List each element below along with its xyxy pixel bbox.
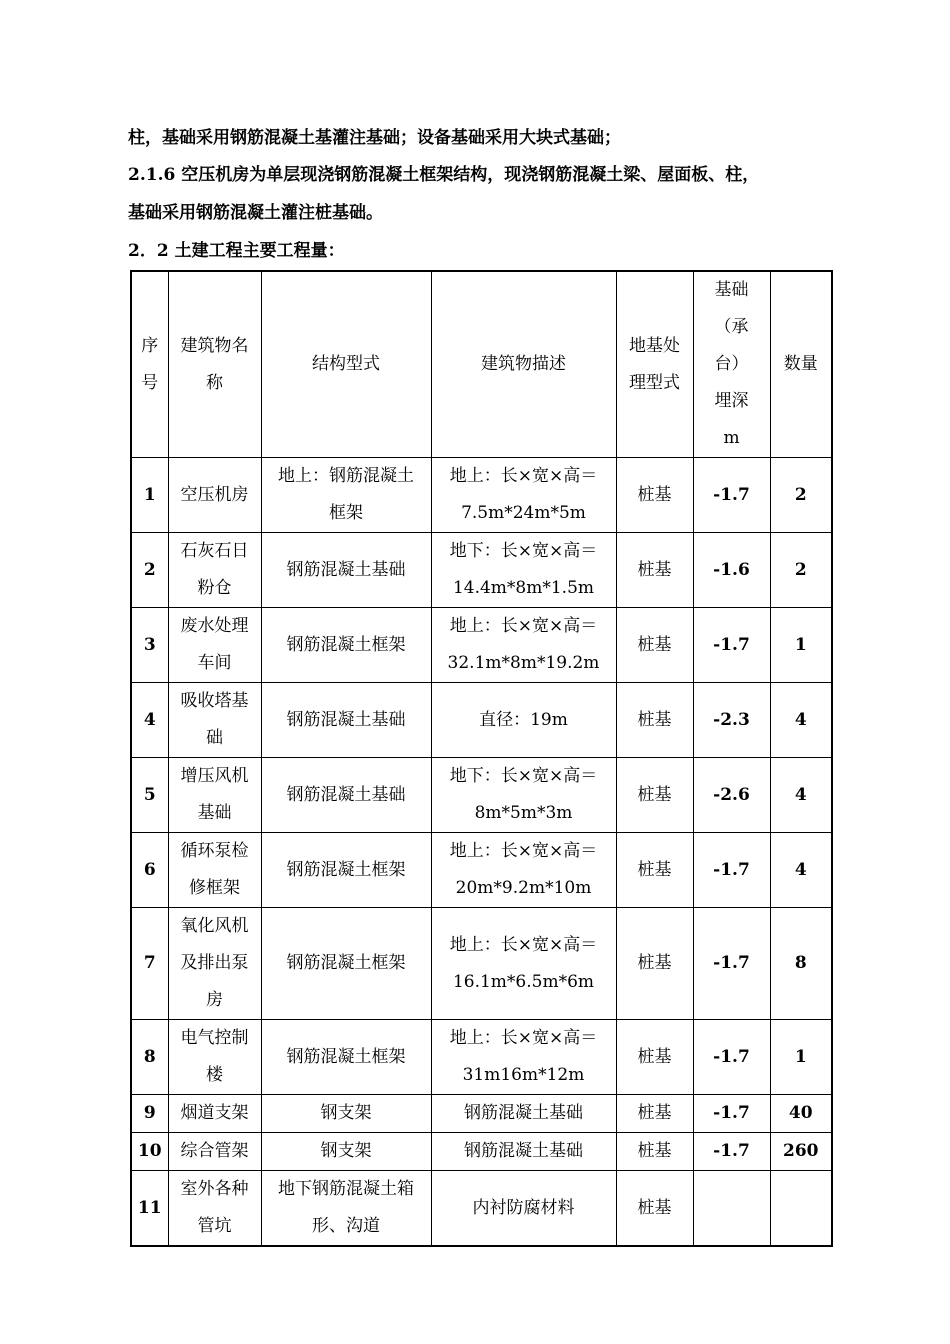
cell-no: 9 <box>131 1095 168 1133</box>
cell-qty: 8 <box>770 908 832 1020</box>
cell-qty: 2 <box>770 533 832 608</box>
cell-desc: 地上：长×宽×高＝7.5m*24m*5m <box>431 458 616 533</box>
cell-depth: -1.7 <box>693 1020 770 1095</box>
cell-desc: 钢筋混凝土基础 <box>431 1095 616 1133</box>
cell-desc: 钢筋混凝土基础 <box>431 1133 616 1171</box>
cell-structure: 地上：钢筋混凝土框架 <box>261 458 431 533</box>
cell-structure: 钢筋混凝土基础 <box>261 533 431 608</box>
cell-no: 8 <box>131 1020 168 1095</box>
cell-name: 综合管架 <box>168 1133 261 1171</box>
cell-structure: 钢筋混凝土框架 <box>261 908 431 1020</box>
cell-qty: 4 <box>770 758 832 833</box>
cell-foundation: 桩基 <box>616 908 693 1020</box>
header-desc: 建筑物描述 <box>431 271 616 458</box>
cell-depth: -1.7 <box>693 608 770 683</box>
cell-no: 7 <box>131 908 168 1020</box>
cell-qty: 4 <box>770 833 832 908</box>
cell-qty: 1 <box>770 608 832 683</box>
table-row <box>131 1095 832 1133</box>
cell-no: 1 <box>131 458 168 533</box>
cell-structure: 钢筋混凝土框架 <box>261 1020 431 1095</box>
header-qty: 数量 <box>770 271 832 458</box>
cell-name: 循环泵检修框架 <box>168 833 261 908</box>
cell-qty: 1 <box>770 1020 832 1095</box>
cell-no: 10 <box>131 1133 168 1171</box>
header-no: 序号 <box>131 271 168 458</box>
cell-foundation: 桩基 <box>616 758 693 833</box>
cell-name: 电气控制楼 <box>168 1020 261 1095</box>
cell-desc: 地下：长×宽×高＝14.4m*8m*1.5m <box>431 533 616 608</box>
cell-no: 5 <box>131 758 168 833</box>
cell-name: 室外各种管坑 <box>168 1171 261 1247</box>
cell-depth: -1.6 <box>693 533 770 608</box>
cell-qty: 2 <box>770 458 832 533</box>
cell-no: 3 <box>131 608 168 683</box>
cell-structure: 钢筋混凝土框架 <box>261 608 431 683</box>
cell-name: 空压机房 <box>168 458 261 533</box>
cell-qty: 40 <box>770 1095 832 1133</box>
table-row <box>131 533 832 608</box>
cell-desc: 内衬防腐材料 <box>431 1171 616 1247</box>
cell-desc: 地下：长×宽×高＝8m*5m*3m <box>431 758 616 833</box>
cell-foundation: 桩基 <box>616 683 693 758</box>
cell-qty: 260 <box>770 1133 832 1171</box>
cell-structure: 钢支架 <box>261 1095 431 1133</box>
cell-name: 吸收塔基础 <box>168 683 261 758</box>
table-row <box>131 458 832 533</box>
table-header-row <box>131 271 832 458</box>
cell-depth: -2.6 <box>693 758 770 833</box>
cell-desc: 地上：长×宽×高＝20m*9.2m*10m <box>431 833 616 908</box>
table-row <box>131 1020 832 1095</box>
cell-desc: 地上：长×宽×高＝31m16m*12m <box>431 1020 616 1095</box>
table-row <box>131 1171 832 1247</box>
cell-desc: 直径：19m <box>431 683 616 758</box>
cell-foundation: 桩基 <box>616 533 693 608</box>
cell-name: 氧化风机及排出泵房 <box>168 908 261 1020</box>
cell-structure: 钢筋混凝土框架 <box>261 833 431 908</box>
cell-structure: 地下钢筋混凝土箱形、沟道 <box>261 1171 431 1247</box>
header-depth: 基础（承台）埋深 m <box>693 271 770 458</box>
cell-depth: -1.7 <box>693 1133 770 1171</box>
header-foundation: 地基处理型式 <box>616 271 693 458</box>
table-row <box>131 1133 832 1171</box>
cell-name: 增压风机基础 <box>168 758 261 833</box>
cell-name: 石灰石日粉仓 <box>168 533 261 608</box>
cell-no: 2 <box>131 533 168 608</box>
cell-structure: 钢筋混凝土基础 <box>261 683 431 758</box>
cell-depth: -1.7 <box>693 908 770 1020</box>
cell-depth: -2.3 <box>693 683 770 758</box>
cell-structure: 钢筋混凝土基础 <box>261 758 431 833</box>
cell-no: 4 <box>131 683 168 758</box>
paragraph-3: 基础采用钢筋混凝土灌注桩基础。 <box>128 203 383 223</box>
cell-desc: 地上：长×宽×高＝32.1m*8m*19.2m <box>431 608 616 683</box>
quantity-table <box>130 270 833 1247</box>
cell-structure: 钢支架 <box>261 1133 431 1171</box>
table-row <box>131 758 832 833</box>
cell-foundation: 桩基 <box>616 1020 693 1095</box>
cell-foundation: 桩基 <box>616 608 693 683</box>
cell-desc: 地上：长×宽×高＝16.1m*6.5m*6m <box>431 908 616 1020</box>
header-structure: 结构型式 <box>261 271 431 458</box>
cell-name: 废水处理车间 <box>168 608 261 683</box>
cell-no: 11 <box>131 1171 168 1247</box>
cell-foundation: 桩基 <box>616 1133 693 1171</box>
cell-depth <box>693 1171 770 1247</box>
cell-depth: -1.7 <box>693 458 770 533</box>
cell-qty: 4 <box>770 683 832 758</box>
header-name: 建筑物名称 <box>168 271 261 458</box>
table-row <box>131 683 832 758</box>
cell-no: 6 <box>131 833 168 908</box>
cell-depth: -1.7 <box>693 1095 770 1133</box>
paragraph-1: 柱，基础采用钢筋混凝土基灌注基础；设备基础采用大块式基础； <box>128 128 621 148</box>
paragraph-2: 2.1.6 空压机房为单层现浇钢筋混凝土框架结构，现浇钢筋混凝土梁、屋面板、柱， <box>128 165 760 185</box>
cell-foundation: 桩基 <box>616 833 693 908</box>
cell-foundation: 桩基 <box>616 1171 693 1247</box>
cell-depth: -1.7 <box>693 833 770 908</box>
cell-qty <box>770 1171 832 1247</box>
table-row <box>131 908 832 1020</box>
table-row <box>131 833 832 908</box>
cell-foundation: 桩基 <box>616 458 693 533</box>
cell-name: 烟道支架 <box>168 1095 261 1133</box>
table-row <box>131 608 832 683</box>
section-heading: 2．2 土建工程主要工程量： <box>128 241 345 261</box>
cell-foundation: 桩基 <box>616 1095 693 1133</box>
